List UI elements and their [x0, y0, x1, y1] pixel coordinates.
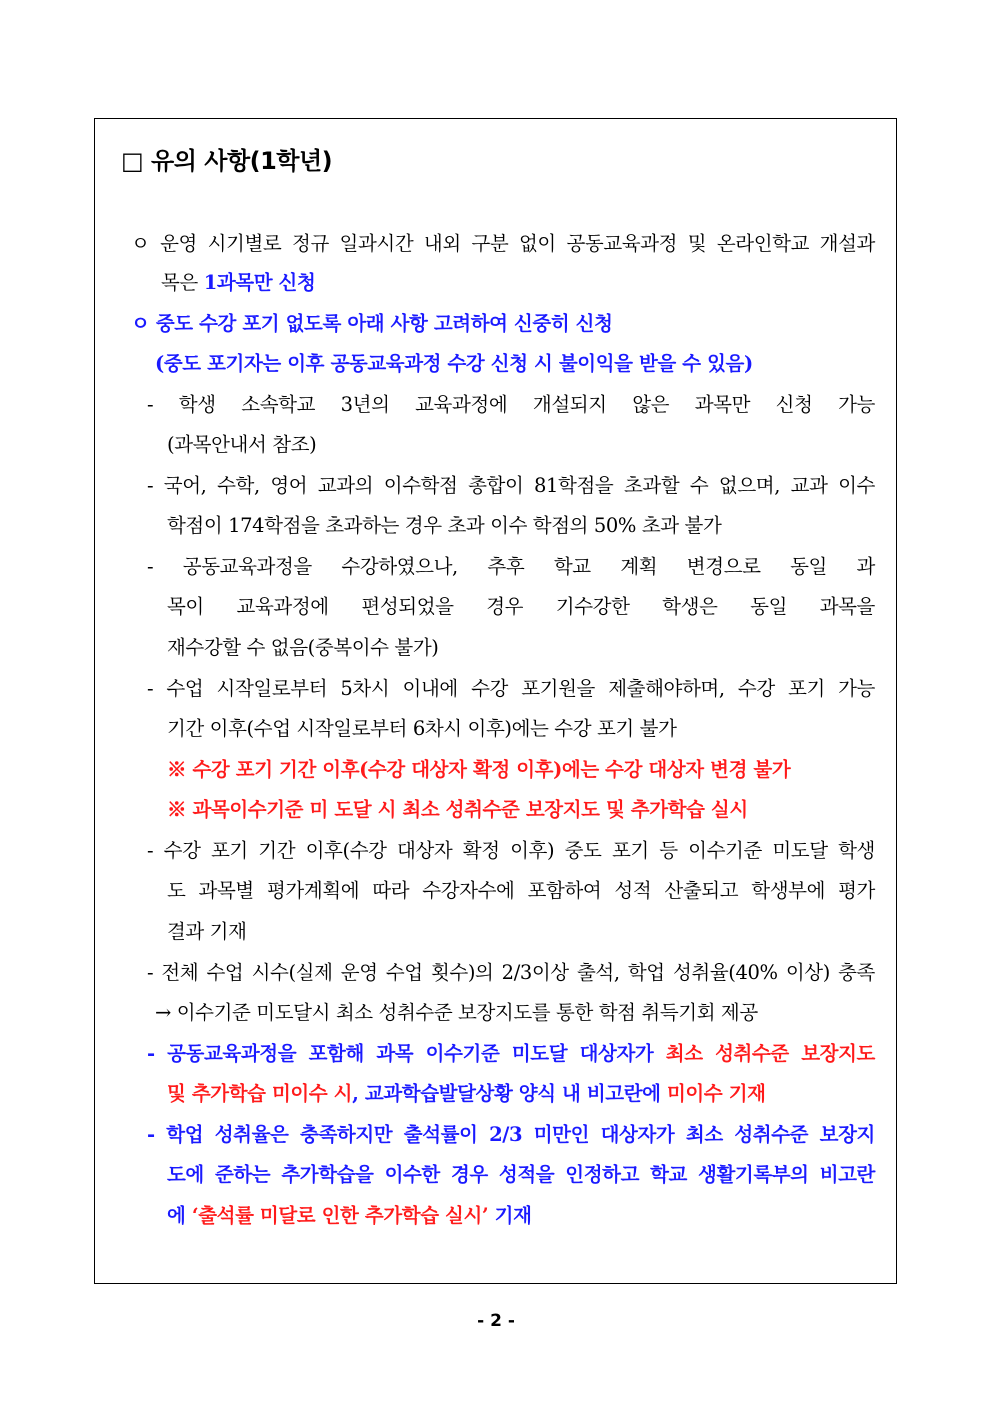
highlight-text: 및 추가학습 미이수 시 — [167, 1082, 353, 1105]
dash-line: - 학생 소속학교 3년의 교육과정에 개설되지 않은 과목만 신청 가능 — [147, 393, 875, 416]
dash-line-cont: 에 ‘출석률 미달로 인한 추가학습 실시’ 기재 — [167, 1204, 532, 1227]
bullet-line: ㅇ 중도 수강 포기 없도록 아래 사항 고려하여 신중히 신청 — [131, 312, 613, 335]
dash-line-cont: 기간 이후(수업 시작일로부터 6차시 이후)에는 수강 포기 불가 — [167, 717, 677, 740]
dash-line: - 공동교육과정을 수강하였으나, 추후 학교 계획 변경으로 동일 과 — [147, 555, 875, 578]
page-number: - 2 - — [477, 1311, 515, 1331]
dash-line: - 수강 포기 기간 이후(수강 대상자 확정 이후) 중도 포기 등 이수기준 미도달 학생 — [147, 839, 875, 862]
highlight-text: 1과목만 신청 — [203, 271, 316, 294]
highlight-text: 미이수 기재 — [667, 1082, 766, 1105]
dash-line: - 학업 성취율은 충족하지만 출석률이 2/3 미만인 대상자가 최소 성취수준 보장지 — [147, 1123, 875, 1146]
dash-line: - 국어, 수학, 영어 교과의 이수학점 총합이 81학점을 초과할 수 없으며, 교과 이수 — [147, 474, 875, 497]
warning-line: ※ 과목이수기준 미 도달 시 최소 성취수준 보장지도 및 추가학습 실시 — [167, 798, 748, 821]
dash-line-cont: 도 과목별 평가계획에 따라 수강자수에 포함하여 성적 산출되고 학생부에 평가 — [167, 879, 875, 902]
dash-line-cont: 목이 교육과정에 편성되었을 경우 기수강한 학생은 동일 과목을 — [167, 595, 875, 618]
dash-line: - 수업 시작일로부터 5차시 이내에 수강 포기원을 제출해야하며, 수강 포기 가능 — [147, 677, 875, 700]
warning-line: ※ 수강 포기 기간 이후(수강 대상자 확정 이후)에는 수강 대상자 변경 불가 — [167, 758, 791, 781]
highlight-text: 최소 성취수준 보장지도 — [665, 1042, 875, 1065]
dash-line: - 전체 수업 시수(실제 운영 수업 횟수)의 2/3이상 출석, 학업 성취율(40% 이상) 충족 — [147, 961, 875, 984]
dash-line-cont: 결과 기재 — [167, 920, 247, 943]
notice-box — [94, 118, 897, 1284]
bullet-line-cont: 목은 1과목만 신청 — [161, 271, 316, 294]
bullet-line: ㅇ 운영 시기별로 정규 일과시간 내외 구분 없이 공동교육과정 및 온라인학교 개설과 — [131, 232, 875, 255]
section-heading: □ 유의 사항(1학년) — [121, 147, 333, 175]
dash-line-cont: 도에 준하는 추가학습을 이수한 경우 성적을 인정하고 학교 생활기록부의 비고란 — [167, 1163, 875, 1186]
dash-line-cont: 학점이 174학점을 초과하는 경우 초과 이수 학점의 50% 초과 불가 — [167, 514, 722, 537]
dash-line: - 공동교육과정을 포함해 과목 이수기준 미도달 대상자가 최소 성취수준 보장지도 — [147, 1042, 875, 1065]
dash-line-cont: 재수강할 수 없음(중복이수 불가) — [167, 636, 439, 659]
dash-line-cont: 및 추가학습 미이수 시, 교과학습발달상황 양식 내 비고란에 미이수 기재 — [167, 1082, 766, 1105]
highlight-text: ‘출석률 미달로 인한 추가학습 실시’ — [191, 1204, 489, 1227]
dash-line-cont: (과목안내서 참조) — [167, 433, 317, 456]
note-line: (중도 포기자는 이후 공동교육과정 수강 신청 시 불이익을 받을 수 있음) — [155, 352, 753, 375]
arrow-line: → 이수기준 미도달시 최소 성취수준 보장지도를 통한 학점 취득기회 제공 — [155, 1001, 758, 1024]
